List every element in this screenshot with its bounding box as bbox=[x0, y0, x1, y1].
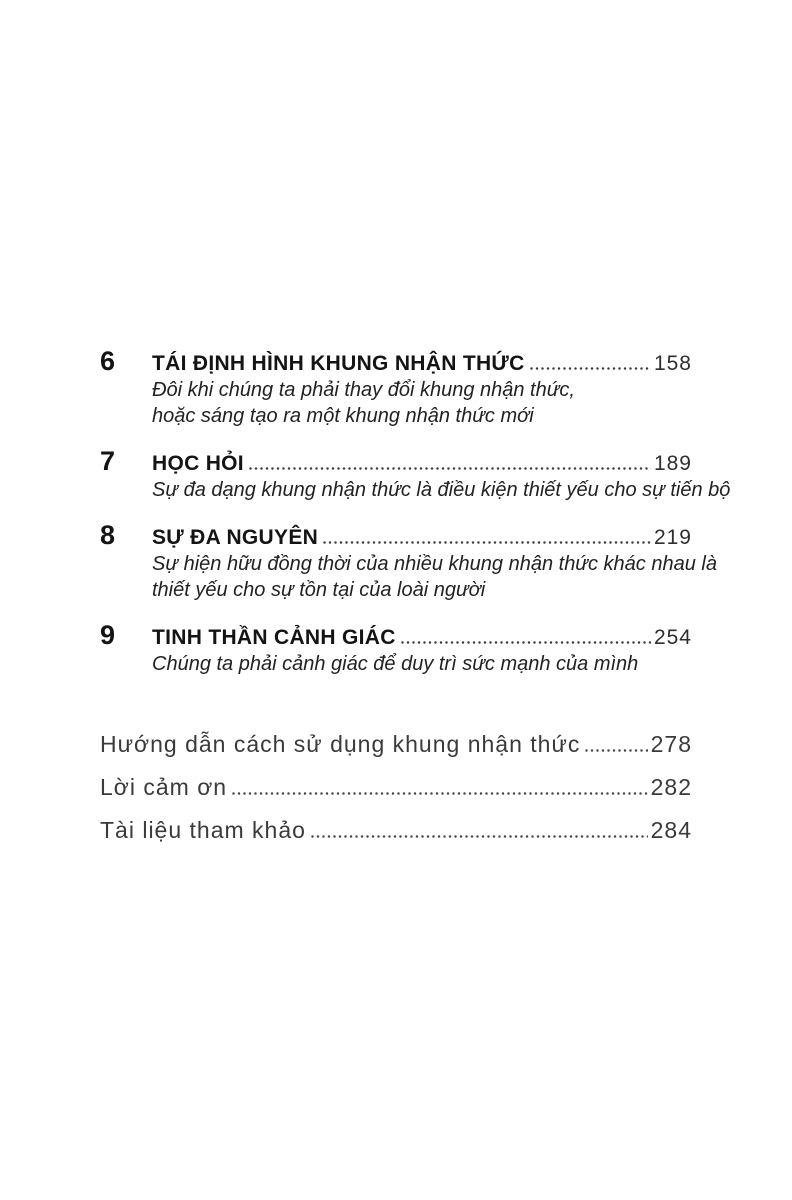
chapter-number: 7 bbox=[100, 446, 116, 476]
toc-entry-chapter-7 bbox=[100, 446, 731, 503]
toc-entry-acknowledgements bbox=[100, 772, 692, 802]
chapter-subtitle bbox=[152, 551, 717, 603]
chapter-number: 9 bbox=[100, 620, 116, 650]
back-matter-page-number: 284 bbox=[650, 817, 692, 843]
chapter-subtitle bbox=[152, 477, 731, 503]
toc-entry-row bbox=[100, 522, 692, 551]
chapter-subtitle-line: Đôi khi chúng ta phải thay đổi khung nhận thức, bbox=[152, 379, 575, 401]
chapter-number: 8 bbox=[100, 520, 116, 550]
dot-leader bbox=[311, 835, 648, 838]
chapter-title: SỰ ĐA NGUYÊN bbox=[152, 526, 319, 549]
chapter-page-number: 219 bbox=[653, 526, 692, 549]
chapter-subtitle-line: Sự hiện hữu đồng thời của nhiều khung nhận thức khác nhau là bbox=[152, 553, 717, 575]
toc-entry-row bbox=[100, 622, 692, 651]
chapter-subtitle-line: Sự đa dạng khung nhận thức là điều kiện thiết yếu cho sự tiến bộ bbox=[152, 479, 731, 501]
toc-entry-chapter-8 bbox=[100, 520, 717, 603]
back-matter-title: Tài liệu tham khảo bbox=[100, 817, 306, 843]
dot-leader bbox=[249, 467, 651, 470]
chapter-subtitle-line: Chúng ta phải cảnh giác để duy trì sức mạnh của mình bbox=[152, 653, 639, 675]
toc-entry-usage-guide bbox=[100, 729, 692, 759]
dot-leader bbox=[585, 749, 647, 752]
back-matter-title: Hướng dẫn cách sử dụng khung nhận thức bbox=[100, 731, 581, 757]
chapter-page-number: 254 bbox=[653, 626, 692, 649]
toc-entry-chapter-6 bbox=[100, 348, 692, 429]
toc-entry-row bbox=[100, 448, 692, 477]
back-matter-page-number: 278 bbox=[650, 731, 692, 757]
dot-leader bbox=[530, 367, 651, 370]
chapter-subtitle-line: hoặc sáng tạo ra một khung nhận thức mới bbox=[152, 405, 534, 427]
chapter-subtitle bbox=[152, 651, 692, 677]
chapter-title: TÁI ĐỊNH HÌNH KHUNG NHẬN THỨC bbox=[152, 352, 525, 375]
dot-leader bbox=[232, 792, 648, 795]
back-matter-title: Lời cảm ơn bbox=[100, 774, 228, 800]
chapter-page-number: 158 bbox=[653, 352, 692, 375]
chapter-number: 6 bbox=[100, 346, 116, 376]
toc-back-matter bbox=[100, 729, 692, 845]
chapter-title: HỌC HỎI bbox=[152, 452, 244, 475]
toc-entry-row bbox=[100, 348, 692, 377]
chapter-subtitle-line: thiết yếu cho sự tồn tại của loài người bbox=[152, 579, 486, 601]
chapter-subtitle bbox=[152, 377, 692, 429]
dot-leader bbox=[323, 541, 651, 544]
chapter-title: TINH THẦN CẢNH GIÁC bbox=[152, 626, 396, 649]
back-matter-page-number: 282 bbox=[650, 774, 692, 800]
dot-leader bbox=[401, 641, 651, 644]
chapter-page-number: 189 bbox=[653, 452, 692, 475]
toc-entry-chapter-9 bbox=[100, 622, 692, 677]
toc-entry-references bbox=[100, 815, 692, 845]
